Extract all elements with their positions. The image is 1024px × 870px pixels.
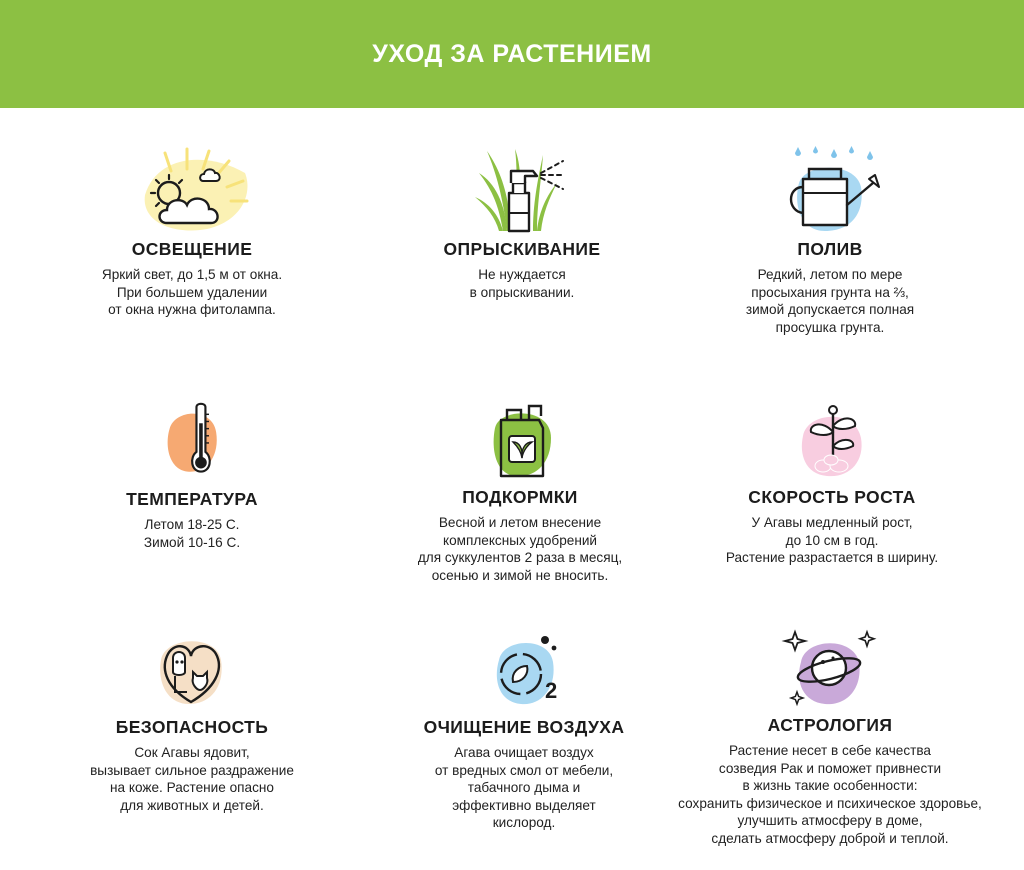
card-temperature [12, 400, 372, 551]
header-banner [0, 0, 1024, 108]
fertilizer-canister-icon [455, 398, 585, 480]
co2-subscript: 2 [545, 678, 558, 703]
card-title: ПОЛИВ [797, 239, 863, 259]
pets-heart-icon [127, 630, 257, 708]
card-title: СКОРОСТЬ РОСТА [748, 487, 916, 507]
card-text: Летом 18-25 С. Зимой 10-16 С. [143, 517, 241, 550]
card-astrology [650, 626, 1010, 847]
card-lighting [12, 143, 372, 319]
card-title: БЕЗОПАСНОСТЬ [115, 717, 269, 737]
card-text: Редкий, летом по мере просыхания грунта на ⅔, зимой допускается полная просушка грунта. [745, 267, 915, 335]
card-text: Растение несет в себе качества созведия Рак и поможет привнести в жизнь такие особенности: сохранить физическое и психическое здоровье, улучшить атмосферу в доме, сделать атмосферу доброй и теплой. [678, 743, 982, 846]
card-safety [12, 630, 372, 814]
card-title: ОСВЕЩЕНИЕ [131, 239, 253, 259]
card-spraying [342, 143, 702, 301]
card-title: АСТРОЛОГИЯ [767, 715, 893, 735]
card-title: ОПРЫСКИВАНИЕ [443, 239, 601, 259]
card-text: Сок Агавы ядовит, вызывает сильное раздражение на коже. Растение опасно для животных и детей. [90, 745, 294, 813]
thermometer-icon [127, 400, 257, 485]
card-text: У Агавы медленный рост, до 10 см в год. Растение разрастается в ширину. [725, 515, 939, 565]
card-text: Не нуждается в опрыскивании. [469, 267, 575, 300]
watering-can-icon [765, 143, 895, 238]
card-watering [650, 143, 1010, 336]
card-growth-rate [652, 398, 1012, 567]
planet-stars-icon [765, 626, 895, 708]
sprout-icon [767, 398, 897, 480]
card-text: Яркий свет, до 1,5 м от окна. При большем удалении от окна нужна фитолампа. [101, 267, 283, 317]
card-feeding [340, 398, 700, 584]
page-title: УХОД ЗА РАСТЕНИЕМ [372, 39, 652, 68]
card-title: ТЕМПЕРАТУРА [126, 489, 258, 509]
card-text: Агава очищает воздух от вредных смол от мебели, табачного дыма и эффективно выделяет кислород. [434, 745, 614, 830]
card-title: ПОДКОРМКИ [462, 487, 578, 507]
air-cleaning-icon [459, 630, 589, 710]
card-title: ОЧИЩЕНИЕ ВОЗДУХА [423, 717, 625, 737]
card-text: Весной и летом внесение комплексных удобрений для суккулентов 2 раза в месяц, осенью и зимой не вносить. [417, 515, 623, 583]
spray-bottle-icon [457, 143, 587, 238]
sun-cloud-icon [127, 143, 257, 238]
